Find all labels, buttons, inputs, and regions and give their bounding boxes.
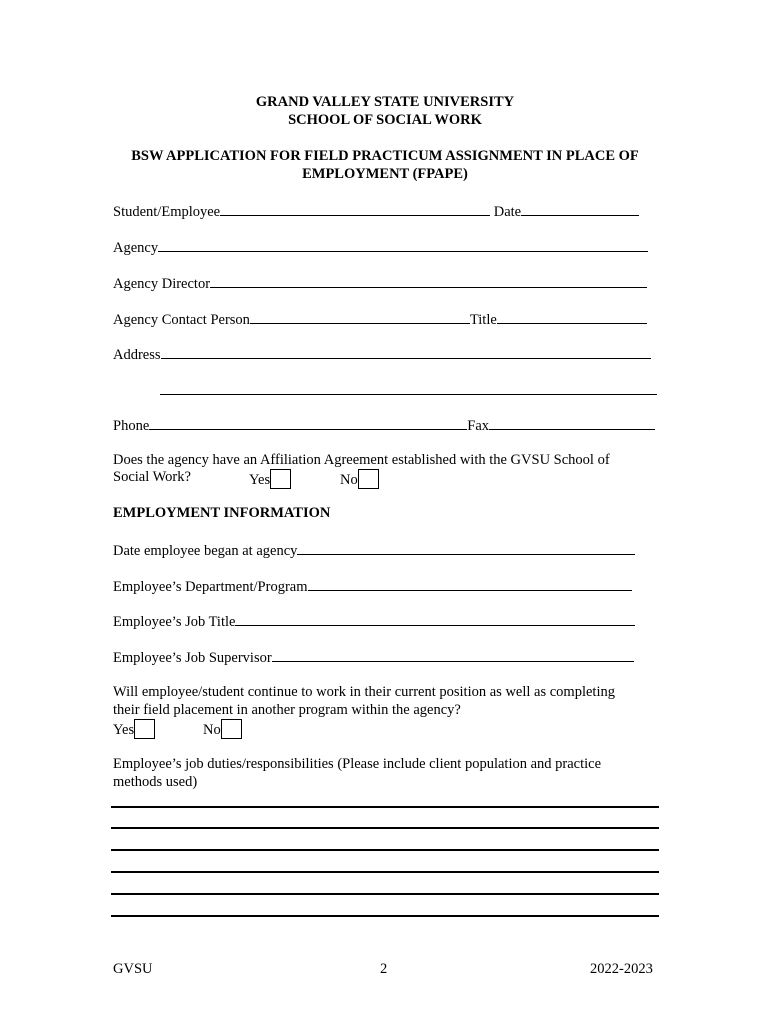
student-employee-label: Student/Employee — [113, 204, 221, 220]
affiliation-question-row — [113, 469, 191, 486]
student-employee-row — [113, 202, 639, 221]
affiliation-question-line2: Social Work? — [113, 469, 191, 485]
duties-label-line1: Employee’s job duties/responsibilities (Please include client population and practice — [113, 756, 602, 772]
phone-field[interactable] — [149, 416, 467, 430]
affiliation-no-option — [340, 469, 379, 489]
footer-left: GVSU — [113, 961, 153, 977]
address-line2-field[interactable] — [160, 381, 657, 395]
department-label: Employee’s Department/Program — [113, 579, 308, 595]
duties-line-4[interactable] — [111, 871, 659, 873]
date-began-row — [113, 541, 635, 560]
continue-no-label: No — [203, 722, 221, 738]
continue-no-option — [203, 719, 242, 739]
employment-heading: EMPLOYMENT INFORMATION — [113, 505, 331, 521]
address-label: Address — [113, 347, 161, 363]
agency-director-field[interactable] — [210, 274, 647, 288]
continue-yes-label: Yes — [113, 722, 135, 738]
page-number: 2 — [380, 961, 388, 977]
agency-director-label: Agency Director — [113, 276, 211, 292]
phone-fax-row — [113, 416, 655, 435]
address-row — [113, 345, 651, 364]
job-title-row — [113, 612, 635, 631]
agency-field[interactable] — [158, 238, 648, 252]
fax-field[interactable] — [489, 416, 655, 430]
department-row — [113, 577, 632, 596]
department-field[interactable] — [308, 577, 632, 591]
duties-line-1[interactable] — [111, 806, 659, 808]
phone-label: Phone — [113, 418, 150, 434]
date-began-label: Date employee began at agency — [113, 543, 298, 559]
job-title-field[interactable] — [235, 612, 635, 626]
form-title-line1: BSW APPLICATION FOR FIELD PRACTICUM ASSIGNMENT IN PLACE OF — [131, 148, 639, 164]
affiliation-yes-label: Yes — [249, 472, 271, 488]
title-label: Title — [469, 312, 497, 328]
continue-question-line1: Will employee/student continue to work in their current position as well as completing — [113, 684, 615, 700]
job-title-label: Employee’s Job Title — [113, 614, 236, 630]
address-line2-row — [160, 381, 657, 400]
agency-contact-label: Agency Contact Person — [113, 312, 250, 328]
affiliation-yes-option — [249, 469, 291, 489]
school-name: SCHOOL OF SOCIAL WORK — [288, 112, 482, 128]
duties-line-6[interactable] — [111, 915, 659, 917]
affiliation-no-checkbox[interactable] — [358, 469, 379, 489]
university-name: GRAND VALLEY STATE UNIVERSITY — [255, 94, 515, 110]
affiliation-question-line1: Does the agency have an Affiliation Agreement established with the GVSU School of — [113, 452, 610, 468]
date-began-field[interactable] — [297, 541, 635, 555]
student-employee-field[interactable] — [220, 202, 490, 216]
affiliation-no-label: No — [340, 472, 358, 488]
fax-label: Fax — [467, 418, 489, 434]
date-label: Date — [493, 204, 522, 220]
duties-line-2[interactable] — [111, 827, 659, 829]
affiliation-yes-checkbox[interactable] — [270, 469, 291, 489]
form-title-line2: EMPLOYMENT (FPAPE) — [302, 166, 468, 182]
title-field[interactable] — [497, 310, 647, 324]
agency-label: Agency — [113, 240, 159, 256]
agency-director-row — [113, 274, 647, 293]
duties-line-5[interactable] — [111, 893, 659, 895]
job-supervisor-row — [113, 648, 634, 667]
address-field[interactable] — [161, 345, 651, 359]
agency-row — [113, 238, 648, 257]
date-field[interactable] — [521, 202, 639, 216]
duties-label-line2: methods used) — [113, 774, 198, 790]
continue-question-line2: their field placement in another program within the agency? — [113, 702, 461, 718]
job-supervisor-field[interactable] — [272, 648, 634, 662]
job-supervisor-label: Employee’s Job Supervisor — [113, 650, 272, 666]
footer-right: 2022-2023 — [590, 961, 653, 977]
continue-yes-option — [113, 719, 155, 739]
duties-line-3[interactable] — [111, 849, 659, 851]
continue-no-checkbox[interactable] — [221, 719, 242, 739]
agency-contact-row — [113, 310, 647, 329]
agency-contact-field[interactable] — [250, 310, 470, 324]
continue-yes-checkbox[interactable] — [134, 719, 155, 739]
